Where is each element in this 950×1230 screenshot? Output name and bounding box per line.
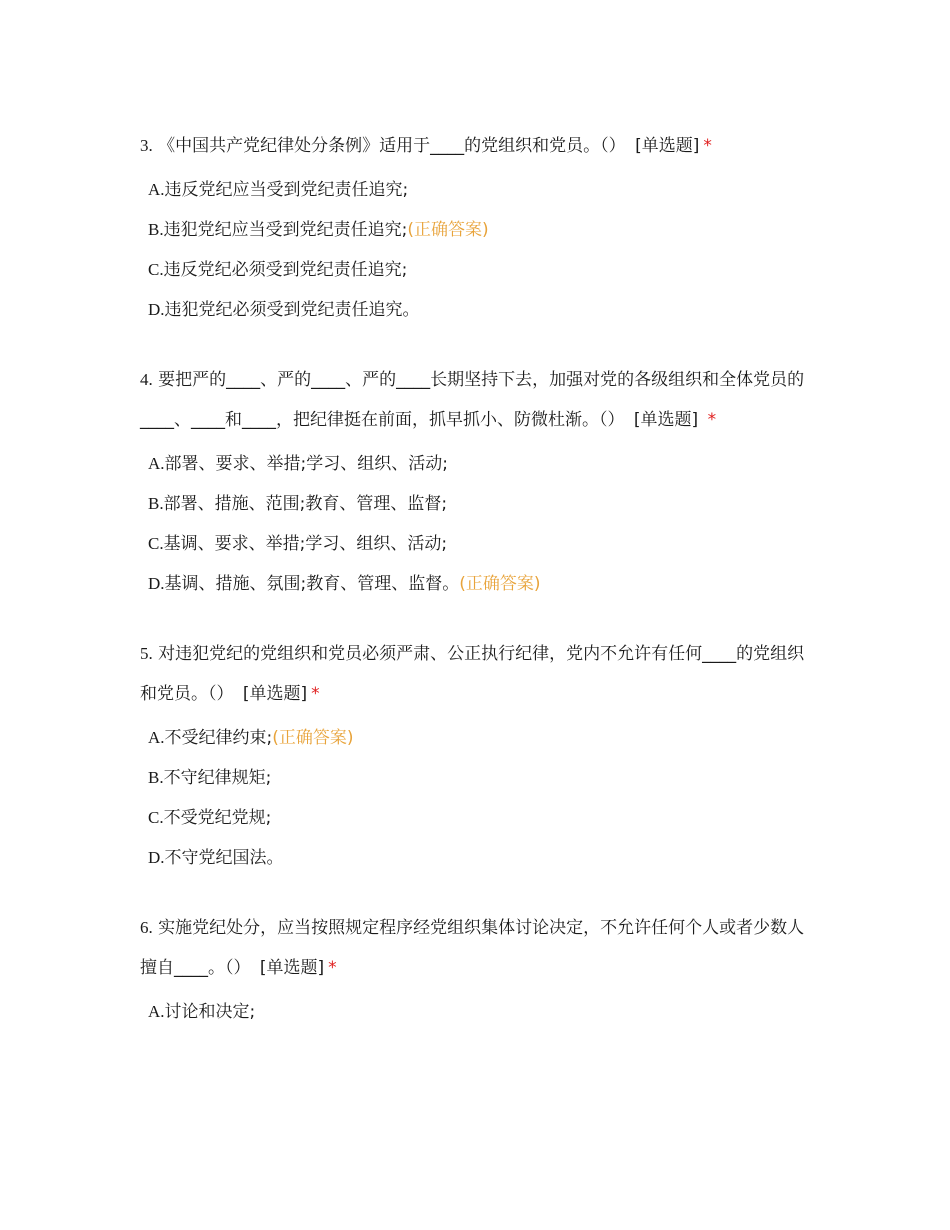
question-title [140, 126, 812, 166]
question-number: 5. [140, 644, 153, 663]
option-text: 不受纪律约束; [164, 728, 273, 748]
option-b[interactable] [140, 758, 812, 798]
option-letter: A. [148, 728, 165, 747]
question-title [140, 908, 812, 988]
option-text: 基调、要求、举措;学习、组织、活动; [163, 534, 448, 554]
question-number: 6. [140, 918, 153, 937]
option-c[interactable] [140, 798, 812, 838]
option-text: 不受党纪党规; [163, 808, 272, 828]
option-letter: B. [148, 768, 164, 787]
option-text: 违犯党纪必须受到党纪责任追究。 [164, 300, 420, 320]
option-a[interactable] [140, 992, 812, 1032]
question-title [140, 360, 812, 440]
question-type: [单选题] [259, 958, 325, 978]
option-text: 部署、措施、范围;教育、管理、监督; [163, 494, 448, 514]
correct-answer-label: (正确答案) [272, 728, 354, 748]
option-letter: D. [148, 848, 165, 867]
option-b[interactable] [140, 484, 812, 524]
option-text: 不守纪律规矩; [163, 768, 272, 788]
option-text: 不守党纪国法。 [164, 848, 284, 868]
question-text: 对违犯党纪的党组织和党员必须严肃、公正执行纪律，党内不允许有任何____的党组织和党员。（） [140, 644, 805, 704]
option-text: 讨论和决定; [164, 1002, 256, 1022]
option-a[interactable] [140, 718, 812, 758]
option-d[interactable] [140, 290, 812, 330]
question-text: 实施党纪处分，应当按照规定程序经党组织集体讨论决定，不允许任何个人或者少数人擅自____。（） [140, 918, 805, 978]
required-mark: * [311, 684, 320, 704]
required-mark: * [707, 410, 717, 430]
question-title [140, 634, 812, 714]
option-text: 违犯党纪应当受到党纪责任追究; [163, 220, 408, 240]
option-text: 违反党纪应当受到党纪责任追究; [164, 180, 409, 200]
option-letter: A. [148, 454, 165, 473]
question-text: 《中国共产党纪律处分条例》适用于____的党组织和党员。（） [158, 136, 626, 156]
option-b[interactable] [140, 210, 812, 250]
option-c[interactable] [140, 250, 812, 290]
option-d[interactable] [140, 564, 812, 604]
question-5 [140, 634, 812, 878]
question-type: [单选题] [635, 136, 700, 156]
option-letter: B. [148, 494, 164, 513]
option-d[interactable] [140, 838, 812, 878]
question-4 [140, 360, 812, 604]
option-letter: D. [148, 300, 165, 319]
question-6 [140, 908, 812, 1032]
option-letter: B. [148, 220, 164, 239]
quiz-document [140, 126, 812, 1062]
required-mark: * [328, 958, 337, 978]
correct-answer-label: (正确答案) [459, 574, 541, 594]
option-letter: A. [148, 1002, 165, 1021]
option-letter: C. [148, 534, 164, 553]
question-3 [140, 126, 812, 330]
option-letter: C. [148, 808, 164, 827]
option-a[interactable] [140, 170, 812, 210]
question-type: [单选题] [242, 684, 308, 704]
option-a[interactable] [140, 444, 812, 484]
question-text: 要把严的____、严的____、严的____长期坚持下去，加强对党的各级组织和全体党员的____、____和____，把纪律挺在前面，抓早抓小、防微杜渐。（） [140, 370, 805, 430]
correct-answer-label: (正确答案) [407, 220, 489, 240]
question-number: 3. [140, 136, 153, 155]
required-mark: * [703, 136, 712, 156]
question-number: 4. [140, 370, 153, 389]
option-letter: D. [148, 574, 165, 593]
option-letter: C. [148, 260, 164, 279]
option-letter: A. [148, 180, 165, 199]
question-type: [单选题] [633, 410, 699, 430]
option-text: 部署、要求、举措;学习、组织、活动; [164, 454, 448, 474]
option-text: 基调、措施、氛围;教育、管理、监督。 [164, 574, 460, 594]
option-text: 违反党纪必须受到党纪责任追究; [163, 260, 408, 280]
option-c[interactable] [140, 524, 812, 564]
